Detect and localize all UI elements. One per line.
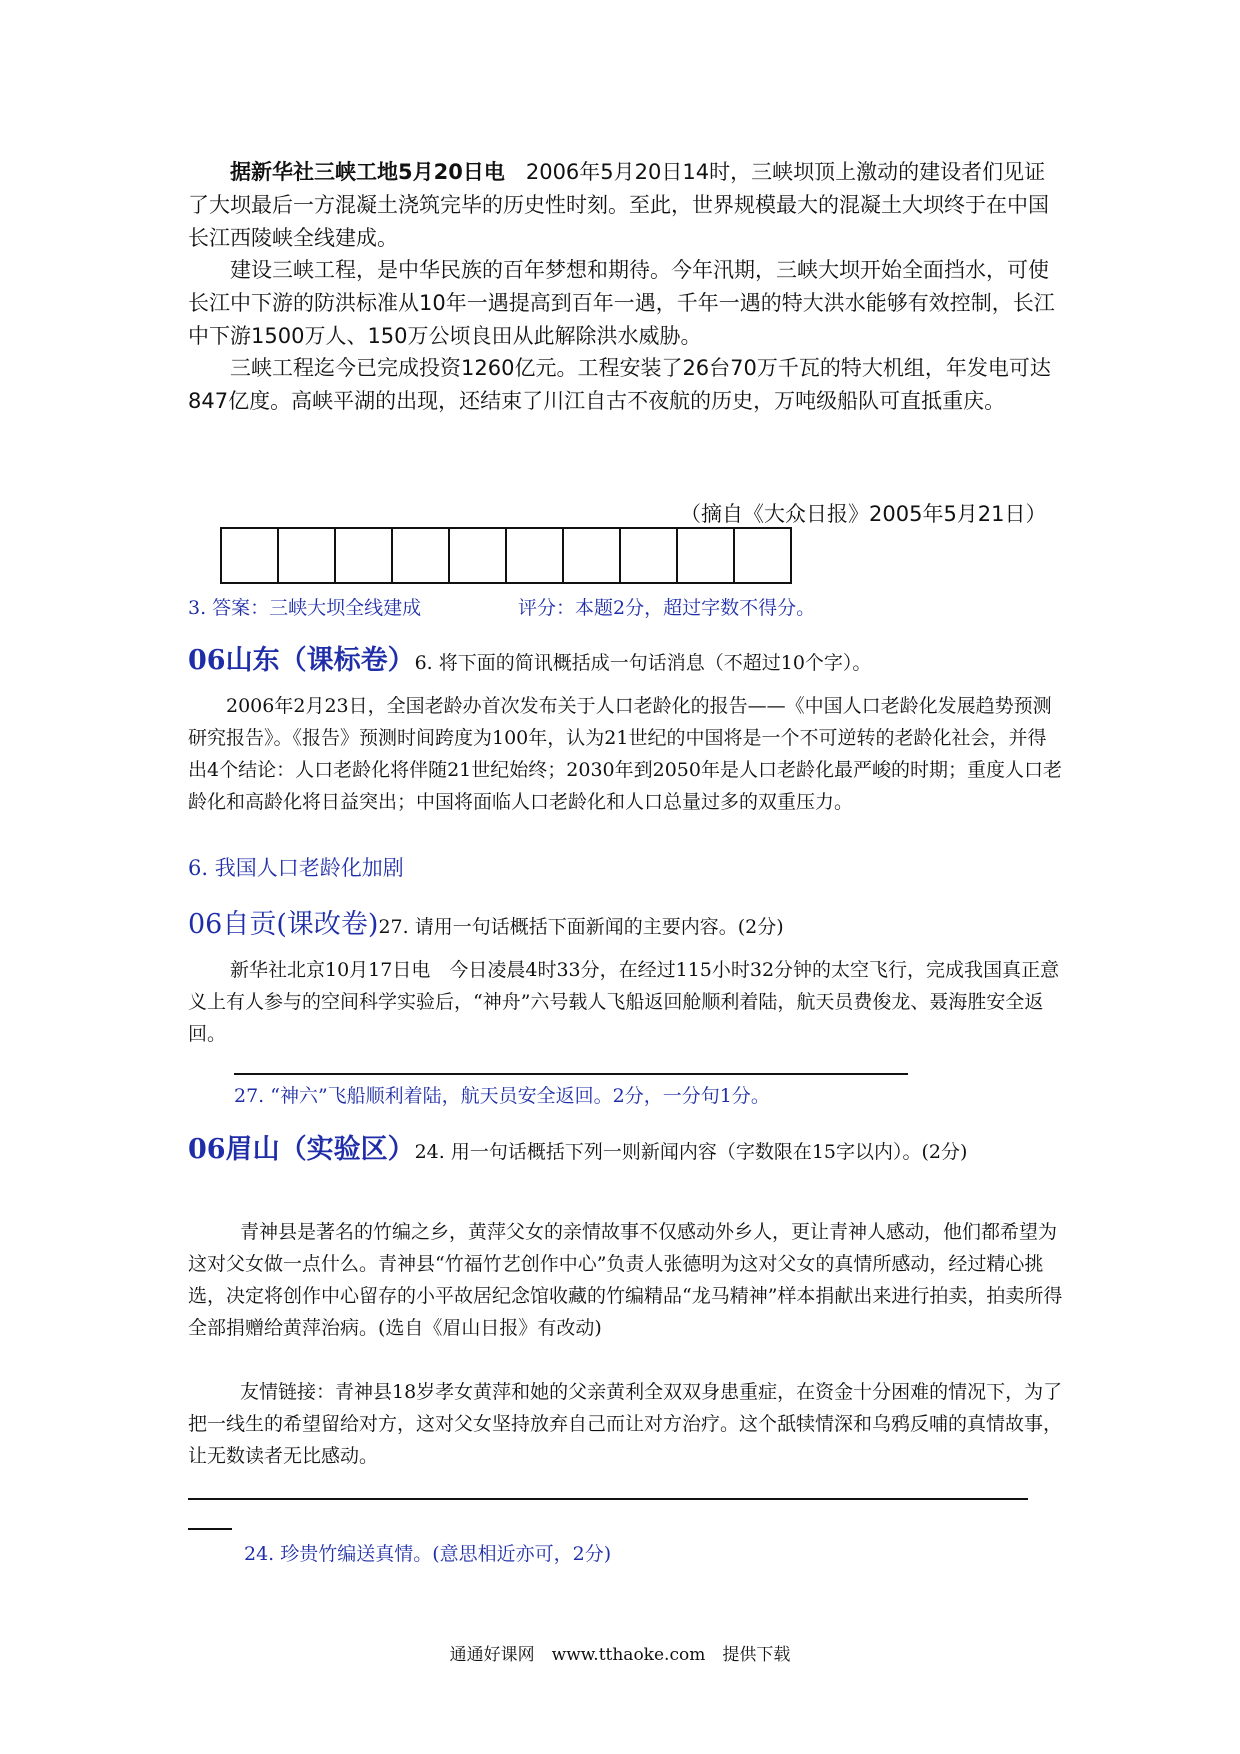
answer-box[interactable] — [450, 527, 507, 584]
answer-box[interactable] — [678, 527, 735, 584]
answer-box[interactable] — [735, 527, 792, 584]
page-footer: 通通好课网 www.tthaoke.com 提供下载 — [449, 1645, 791, 1665]
q6-header: 06山东（课标卷） — [188, 645, 415, 676]
q24-answer-line-end[interactable] — [188, 1528, 232, 1530]
answer-box[interactable] — [621, 527, 678, 584]
news1-paragraph-2: 建设三峡工程，是中华民族的百年梦想和期待。今年汛期，三峡大坝开始全面挡水，可使长江中下游的防洪标准从10年一遇提高到百年一遇，千年一遇的特大洪水能够有效控制，长江中下游1500万人、150万公顷良田从此解除洪水威胁。 — [188, 258, 1055, 348]
q24-answer-line[interactable] — [188, 1498, 1028, 1500]
q24-body-1: 青神县是著名的竹编之乡，黄萍父女的亲情故事不仅感动外乡人，更让青神人感动，他们都希望为这对父女做一点什么。青神县“竹福竹艺创作中心”负责人张德明为这对父女的真情所感动，经过精心挑选，决定将创作中心留存的小平故居纪念馆收藏的竹编精品“龙马精神”样本捐献出来进行拍卖，拍卖所得全部捐赠给黄萍治病。(选自《眉山日报》有改动) — [188, 1221, 1063, 1339]
news1-score: 评分：本题2分，超过字数不得分。 — [518, 597, 816, 619]
q27-header: 06自贡(课改卷) — [188, 909, 379, 940]
news1-paragraph-3: 三峡工程迄今已完成投资1260亿元。工程安装了26台70万千瓦的特大机组，年发电可达847亿度。高峡平湖的出现，还结束了川江自古不夜航的历史，万吨级船队可直抵重庆。 — [188, 356, 1051, 413]
q6-body: 2006年2月23日，全国老龄办首次发布关于人口老龄化的报告——《中国人口老龄化发展趋势预测研究报告》。《报告》预测时间跨度为100年，认为21世纪的中国将是一个不可逆转的老龄化社会，并得出4个结论：人口老龄化将伴随21世纪始终；2030年到2050年是人口老龄化最严峻的时期；重度人口老龄化和高龄化将日益突出；中国将面临人口老龄化和人口总量过多的双重压力。 — [188, 695, 1062, 813]
q27-title-line — [188, 902, 784, 941]
news1-answer: 3. 答案：三峡大坝全线建成 — [188, 597, 422, 619]
q6-answer: 6. 我国人口老龄化加剧 — [188, 856, 404, 880]
answer-box[interactable] — [564, 527, 621, 584]
answer-box[interactable] — [336, 527, 393, 584]
news1-paragraph-1 — [188, 156, 1064, 255]
q27-answer-line[interactable] — [234, 1073, 908, 1075]
q24-answer: 24. 珍贵竹编送真情。(意思相近亦可，2分) — [244, 1543, 612, 1565]
q24-header: 06眉山（实验区） — [188, 1134, 415, 1165]
q24-question: 24. 用一句话概括下列一则新闻内容（字数限在15字以内）。(2分) — [414, 1141, 968, 1163]
news1-p1-body: 2006年5月20日14时，三峡坝顶上激动的建设者们见证了大坝最后一方混凝土浇筑完毕的历史性时刻。至此，世界规模最大的混凝土大坝终于在中国长江西陵峡全线建成。 — [188, 160, 1049, 250]
answer-box[interactable] — [507, 527, 564, 584]
q24-title-line — [188, 1128, 1064, 1175]
q6-title-line — [188, 638, 871, 677]
q27-question: 27. 请用一句话概括下面新闻的主要内容。(2分) — [378, 916, 784, 938]
answer-box[interactable] — [222, 527, 279, 584]
answer-box[interactable] — [393, 527, 450, 584]
answer-box[interactable] — [279, 527, 336, 584]
q27-answer: 27. “神六”飞船顺利着陆，航天员安全返回。2分，一分句1分。 — [234, 1085, 770, 1107]
news1-lead: 据新华社三峡工地5月20日电 — [230, 160, 505, 184]
q27-body: 新华社北京10月17日电 今日凌晨4时33分，在经过115小时32分钟的太空飞行，完成我国真正意义上有人参与的空间科学实验后，“神舟”六号载人飞船返回舱顺利着陆，航天员费俊龙、聂海胜安全返回。 — [188, 959, 1060, 1045]
q6-question: 6. 将下面的简讯概括成一句话消息（不超过10个字）。 — [414, 652, 872, 674]
q24-body-2: 友情链接：青神县18岁孝女黄萍和她的父亲黄利全双双身患重症，在资金十分困难的情况下，为了把一线生的希望留给对方，这对父女坚持放弃自己而让对方治疗。这个舐犊情深和乌鸦反哺的真情故事，让无数读者无比感动。 — [188, 1381, 1063, 1467]
news1-source: （摘自《大众日报》2005年5月21日） — [680, 502, 1047, 526]
answer-boxes[interactable] — [220, 527, 792, 584]
